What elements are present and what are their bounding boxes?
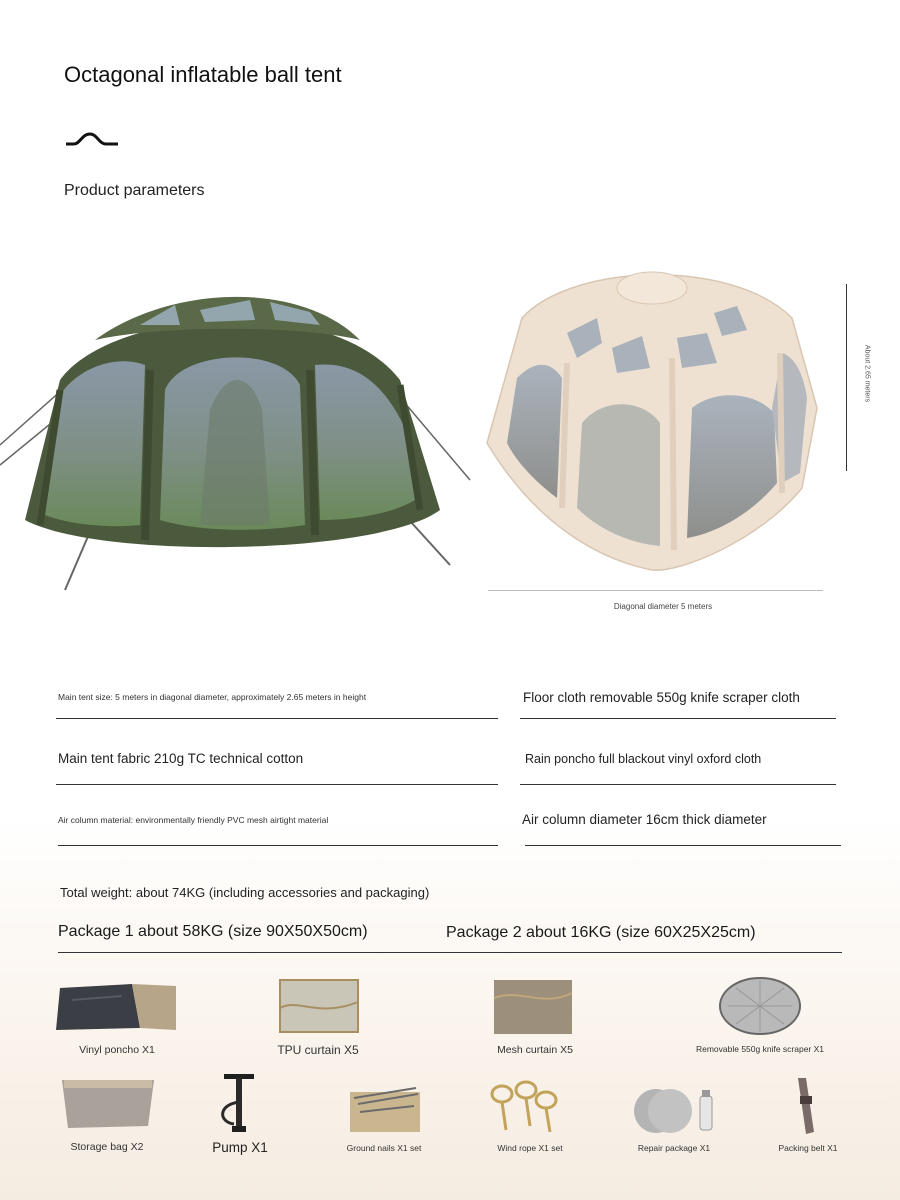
- param-divider: [525, 845, 841, 846]
- diameter-label: Diagonal diameter 5 meters: [613, 602, 713, 611]
- ground-nails-image: [348, 1084, 422, 1134]
- tpu-curtain-image: [278, 978, 360, 1034]
- package-2-label: Package 2 about 16KG (size 60X25X25cm): [446, 924, 756, 941]
- item-pump: Pump X1: [212, 1140, 268, 1155]
- total-weight: Total weight: about 74KG (including accessories and packaging): [60, 885, 430, 900]
- param-divider: [56, 718, 498, 719]
- packing-belt-image: [792, 1076, 820, 1136]
- package-divider: [58, 952, 842, 953]
- height-indicator-line: [846, 284, 847, 471]
- param-air-column-diameter: Air column diameter 16cm thick diameter: [522, 812, 767, 827]
- item-repair-package: Repair package X1: [637, 1143, 711, 1153]
- item-ground-nails: Ground nails X1 set: [346, 1143, 422, 1153]
- page-title: Octagonal inflatable ball tent: [64, 62, 342, 87]
- param-divider: [520, 718, 836, 719]
- param-main-tent-size: Main tent size: 5 meters in diagonal diameter, approximately 2.65 meters in height: [58, 692, 367, 702]
- wind-rope-image: [488, 1076, 560, 1134]
- param-divider: [58, 845, 498, 846]
- repair-package-image: [634, 1086, 718, 1136]
- wave-divider-icon: [64, 130, 120, 152]
- vinyl-poncho-image: [52, 980, 178, 1034]
- item-storage-bag: Storage bag X2: [70, 1141, 144, 1153]
- param-divider: [520, 784, 836, 785]
- floor-cloth-image: [718, 976, 802, 1036]
- diameter-indicator-line: [488, 590, 823, 591]
- pump-image: [216, 1072, 262, 1134]
- item-mesh-curtain: Mesh curtain X5: [497, 1044, 573, 1056]
- param-tent-fabric: Main tent fabric 210g TC technical cotton: [58, 751, 304, 766]
- item-wind-rope: Wind rope X1 set: [497, 1143, 563, 1153]
- item-tpu-curtain: TPU curtain X5: [277, 1043, 359, 1057]
- item-packing-belt: Packing belt X1: [778, 1143, 838, 1153]
- item-knife-scraper: Removable 550g knife scraper X1: [695, 1044, 825, 1054]
- beige-tent-image: [482, 258, 827, 578]
- param-divider: [56, 784, 498, 785]
- param-air-column-material: Air column material: environmentally friendly PVC mesh airtight material: [58, 815, 329, 825]
- param-rain-poncho: Rain poncho full blackout vinyl oxford cloth: [525, 752, 762, 766]
- green-tent-image: [0, 270, 480, 600]
- item-vinyl-poncho: Vinyl poncho X1: [79, 1044, 155, 1056]
- package-1-label: Package 1 about 58KG (size 90X50X50cm): [58, 923, 368, 940]
- mesh-curtain-image: [492, 978, 574, 1036]
- storage-bag-image: [60, 1076, 156, 1132]
- section-subtitle: Product parameters: [64, 182, 205, 199]
- param-floor-cloth: Floor cloth removable 550g knife scraper cloth: [523, 690, 800, 705]
- height-label: About 2.65 meters: [863, 344, 871, 403]
